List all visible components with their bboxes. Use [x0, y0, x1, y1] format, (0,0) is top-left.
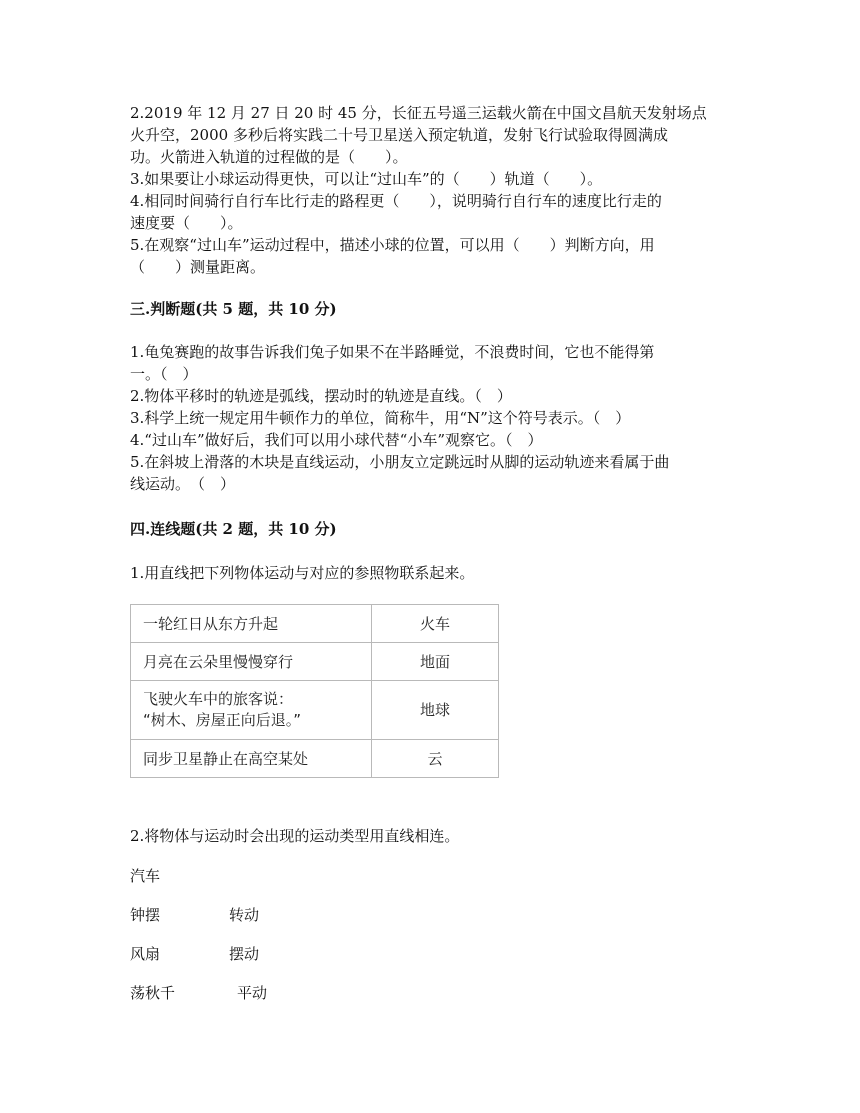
- fill-q5-line2: （ ）测量距离。: [130, 258, 266, 276]
- motion-type-item: 转动: [229, 906, 260, 924]
- motion-cell: [131, 681, 372, 740]
- match-q2: 2.将物体与运动时会出现的运动类型用直线相连。: [130, 827, 460, 845]
- judge-q4: 4.“过山车”做好后，我们可以用小球代替“小车”观察它。（ ）: [130, 431, 543, 449]
- reference-cell: 地面: [372, 643, 499, 681]
- fill-q4-line1: 4.相同时间骑行自行车比行走的路程更（ ），说明骑行自行车的速度比行走的: [130, 192, 662, 210]
- fill-q2-line2: 火升空，2000 多秒后将实践二十号卫星送入预定轨道，发射飞行试验取得圆满成: [130, 126, 668, 144]
- fill-q4-line2: 速度要（ ）。: [130, 214, 243, 232]
- fill-q5-line1: 5.在观察“过山车”运动过程中，描述小球的位置，可以用（ ）判断方向，用: [130, 236, 655, 254]
- fill-q3: 3.如果要让小球运动得更快，可以让“过山车”的（ ）轨道（ ）。: [130, 170, 603, 188]
- motion-cell-line2: “树木、房屋正向后退。”: [143, 711, 302, 729]
- judge-q3: 3.科学上统一规定用牛顿作力的单位，简称牛，用“N”这个符号表示。（ ）: [130, 409, 631, 427]
- reference-match-table: [130, 604, 499, 778]
- match-q1: 1.用直线把下列物体运动与对应的参照物联系起来。: [130, 564, 475, 582]
- object-item: 汽车: [130, 867, 161, 885]
- motion-type-item: 摆动: [229, 945, 260, 963]
- reference-cell: 云: [372, 740, 499, 778]
- object-item: 风扇: [130, 945, 161, 963]
- motion-cell-line1: 飞驶火车中的旅客说：: [143, 690, 294, 708]
- judge-q5-line1: 5.在斜坡上滑落的木块是直线运动，小朋友立定跳远时从脚的运动轨迹来看属于曲: [130, 453, 670, 471]
- fill-q2-line1: 2.2019 年 12 月 27 日 20 时 45 分，长征五号遥三运载火箭在中国文昌航天发射场点: [130, 104, 707, 122]
- object-item: 荡秋千: [130, 984, 176, 1002]
- table-row: [131, 740, 499, 778]
- motion-cell: 一轮红日从东方升起: [131, 605, 372, 643]
- reference-cell: 地球: [372, 681, 499, 740]
- fill-q2-line3: 功。火箭进入轨道的过程做的是（ ）。: [130, 148, 408, 166]
- judge-q1-line2: 一。（ ）: [130, 365, 198, 383]
- motion-cell: 同步卫星静止在高空某处: [131, 740, 372, 778]
- table-row: [131, 643, 499, 681]
- judge-q2: 2.物体平移时的轨迹是弧线，摆动时的轨迹是直线。（ ）: [130, 387, 512, 405]
- table-row: [131, 681, 499, 740]
- motion-type-item: 平动: [237, 984, 268, 1002]
- object-item: 钟摆: [130, 906, 161, 924]
- section4-title: 四.连线题(共 2 题，共 10 分): [130, 520, 337, 538]
- table-row: [131, 605, 499, 643]
- section3-title: 三.判断题(共 5 题，共 10 分): [130, 300, 337, 318]
- motion-cell: 月亮在云朵里慢慢穿行: [131, 643, 372, 681]
- judge-q5-line2: 线运动。 （ ）: [130, 475, 236, 493]
- reference-cell: 火车: [372, 605, 499, 643]
- judge-q1-line1: 1.龟兔赛跑的故事告诉我们兔子如果不在半路睡觉，不浪费时间，它也不能得第: [130, 343, 655, 361]
